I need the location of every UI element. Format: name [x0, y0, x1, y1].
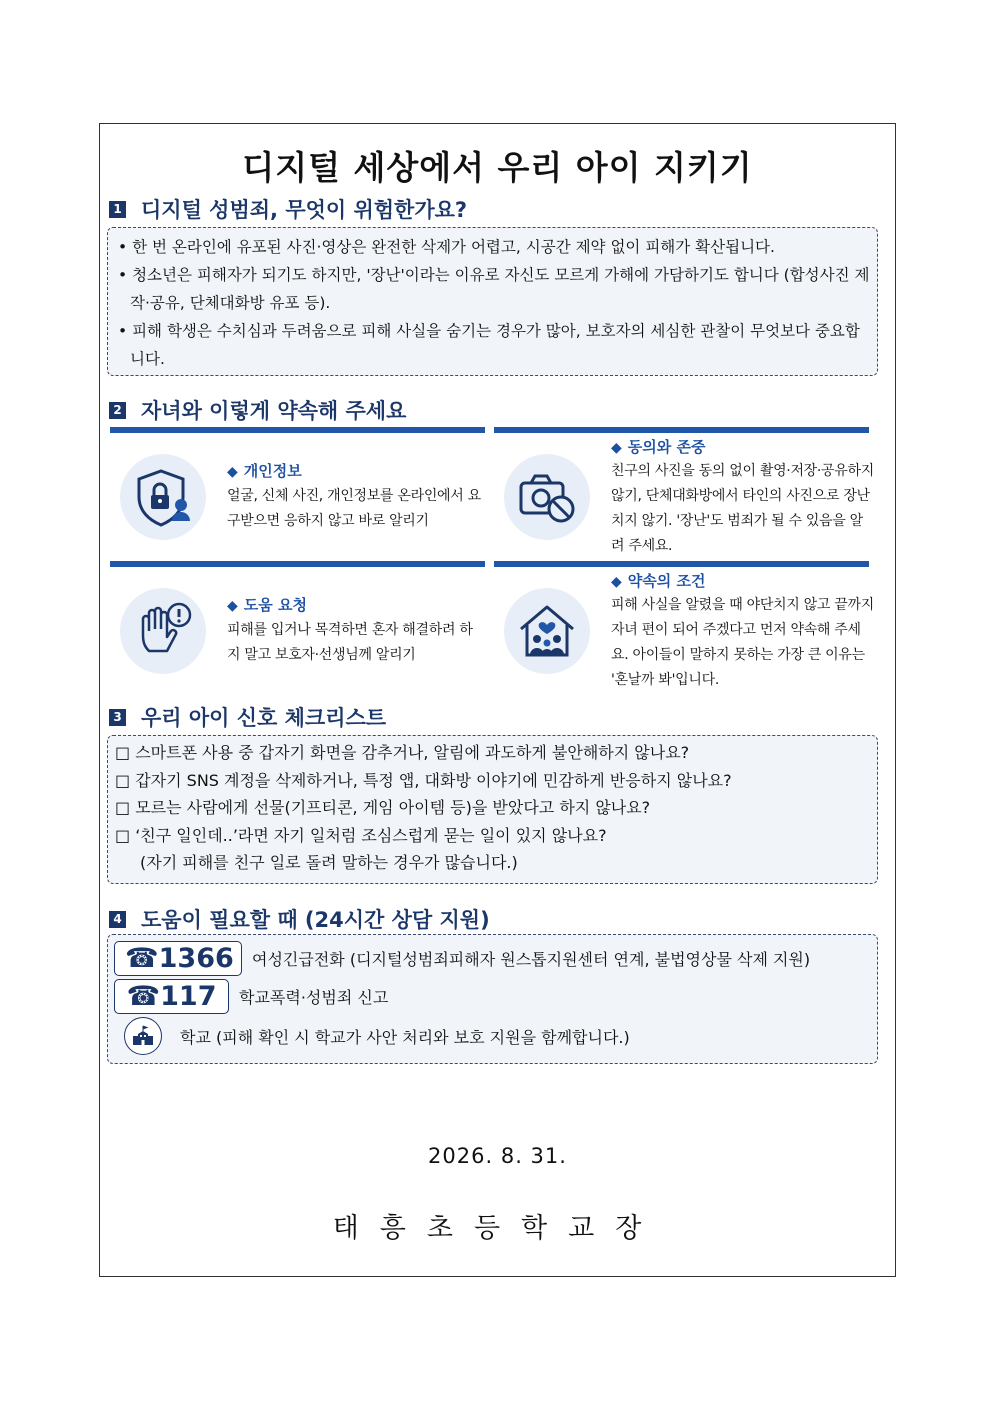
section-number: 3 — [109, 709, 126, 726]
card-title: ◆ 개인정보 — [227, 462, 302, 480]
document-frame — [99, 123, 896, 1277]
section-title: 도움이 필요할 때 (24시간 상담 지원) — [141, 908, 490, 932]
diamond-icon: ◆ — [611, 574, 622, 590]
contact-row-117 — [114, 979, 388, 1014]
diamond-icon: ◆ — [611, 440, 622, 456]
section-number: 2 — [109, 402, 126, 419]
camera-prohibited-icon — [504, 454, 590, 540]
risk-box — [107, 227, 878, 376]
section1-heading — [109, 194, 467, 224]
section-title: 우리 아이 신호 체크리스트 — [141, 706, 387, 730]
phone-117-button[interactable]: ☎117 — [114, 979, 229, 1014]
card-text: 얼굴, 신체 사진, 개인정보를 온라인에서 요구받으면 응하지 않고 바로 알리기 — [227, 488, 481, 529]
diamond-icon: ◆ — [227, 598, 238, 614]
card-divider — [110, 561, 485, 567]
signature: 태흥초등학교장 — [332, 1213, 663, 1244]
card-title: ◆ 약속의 조건 — [611, 572, 706, 590]
shield-lock-icon — [120, 454, 206, 540]
phone-1366-button[interactable]: ☎1366 — [114, 941, 242, 976]
section3-heading — [109, 702, 386, 732]
checklist-item[interactable]: □ 모르는 사람에게 선물(기프티콘, 게임 아이템 등)을 받았다고 하지 않나요? — [115, 798, 651, 817]
diamond-icon: ◆ — [227, 464, 238, 480]
section4-heading — [109, 904, 490, 934]
checklist-box — [107, 735, 878, 884]
card-divider — [110, 427, 485, 433]
contact-row-school — [124, 1017, 630, 1055]
school-icon — [124, 1017, 162, 1055]
promise-card-help — [110, 561, 485, 687]
list-item: • 피해 학생은 수치심과 두려움으로 피해 사실을 숨기는 경우가 많아, 보호자의 세심한 관찰이 무엇보다 중요합니다. — [118, 322, 860, 368]
promise-card-consent — [494, 427, 874, 554]
document-date: 2026. 8. 31. — [428, 1144, 567, 1168]
card-title: ◆ 동의와 존중 — [611, 438, 706, 456]
page-title: 디지털 세상에서 우리 아이 지키기 — [242, 148, 753, 187]
card-divider — [494, 427, 869, 433]
card-text: 친구의 사진을 동의 없이 촬영·저장·공유하지 않기, 단체대화방에서 타인의 사진으로 장난치지 않기. '장난'도 범죄가 될 수 있음을 알려 주세요. — [611, 463, 874, 554]
section-title: 자녀와 이렇게 약속해 주세요 — [141, 399, 407, 423]
card-divider — [494, 561, 869, 567]
checklist-note: (자기 피해를 친구 일로 돌려 말하는 경우가 많습니다.) — [140, 853, 518, 872]
list-item: • 한 번 온라인에 유포된 사진·영상은 완전한 삭제가 어렵고, 시공간 제약 없이 피해가 확산됩니다. — [118, 238, 775, 256]
section2-heading — [109, 395, 406, 425]
checklist-item[interactable]: □ ‘친구 일인데..’라면 자기 일처럼 조심스럽게 묻는 일이 있지 않나요? — [115, 825, 607, 845]
contact-desc: 여성긴급전화 (디지털성범죄피해자 원스톱지원센터 연계, 불법영상물 삭제 지원) — [252, 950, 811, 969]
contact-row-1366 — [114, 941, 810, 976]
list-item: • 청소년은 피해자가 되기도 하지만, '장난'이라는 이유로 자신도 모르게 가해에 가담하기도 합니다 (합성사진 제작·공유, 단체대화방 유포 등). — [118, 266, 870, 312]
card-text: 피해 사실을 알렸을 때 야단치지 않고 끝까지 자녀 편이 되어 주겠다고 먼저 약속해 주세요. 아이들이 말하지 못하는 가장 큰 이유는 '혼날까 봐'입니다. — [611, 597, 874, 688]
contact-box — [107, 934, 878, 1064]
raised-hand-alert-icon — [120, 588, 206, 674]
section-number: 1 — [109, 201, 126, 218]
home-family-heart-icon — [504, 588, 590, 674]
promise-card-condition — [494, 561, 874, 688]
promise-card-privacy — [110, 427, 485, 553]
section-number: 4 — [109, 911, 126, 928]
contact-desc: 학교폭력·성범죄 신고 — [239, 988, 389, 1007]
checklist-item[interactable]: □ 갑자기 SNS 계정을 삭제하거나, 특정 앱, 대화방 이야기에 민감하게 반응하지 않나요? — [115, 770, 732, 790]
checklist-item[interactable]: □ 스마트폰 사용 중 갑자기 화면을 감추거나, 알림에 과도하게 불안해하지 않나요? — [115, 743, 690, 762]
card-title: ◆ 도움 요청 — [227, 596, 307, 614]
section-title: 디지털 성범죄, 무엇이 위험한가요? — [141, 198, 468, 222]
card-text: 피해를 입거나 목격하면 혼자 해결하려 하지 말고 보호자·선생님께 알리기 — [227, 622, 473, 663]
school-desc: 학교 (피해 확인 시 학교가 사안 처리와 보호 지원을 함께합니다.) — [180, 1027, 630, 1047]
